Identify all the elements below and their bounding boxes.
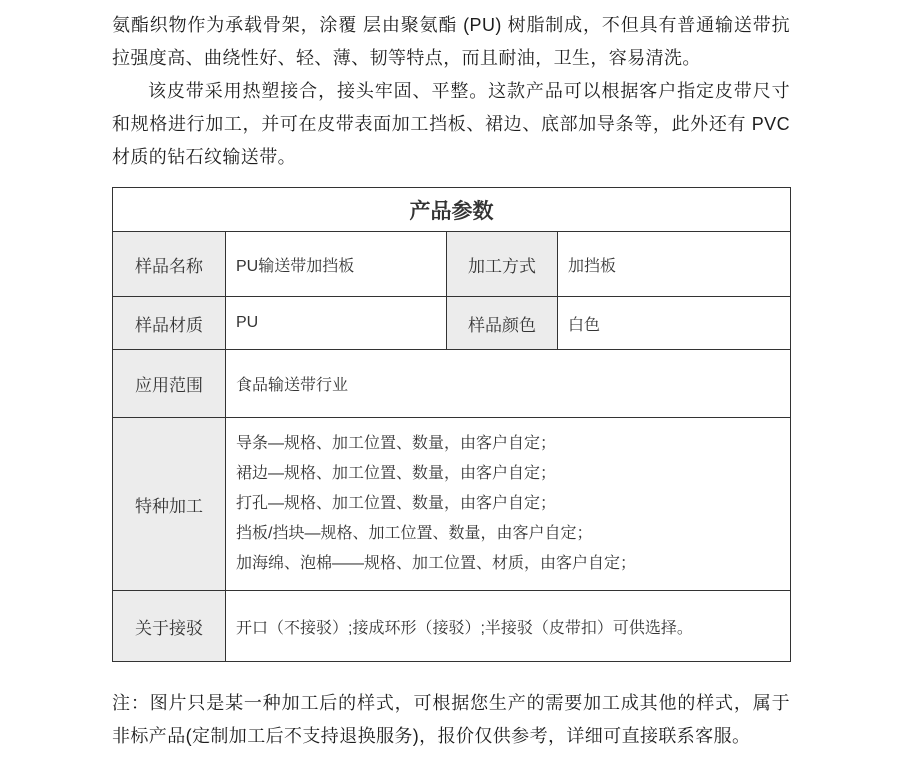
application-scope-value: 食品输送带行业 (226, 350, 791, 418)
sample-color-label: 样品颜色 (447, 297, 558, 350)
table-row (113, 591, 791, 662)
special-processing-line: 打孔—规格、加工位置、数量，由客户自定； (236, 495, 557, 512)
special-processing-value (226, 418, 791, 591)
table-title: 产品参数 (113, 188, 791, 232)
application-scope-label: 应用范围 (113, 350, 226, 418)
table-row (113, 232, 791, 297)
sample-material-label: 样品材质 (113, 297, 226, 350)
processing-method-label: 加工方式 (447, 232, 558, 297)
table-header-row (113, 188, 791, 232)
product-parameters-table (112, 187, 791, 662)
splicing-label: 关于接驳 (113, 591, 226, 662)
special-processing-line: 挡板/挡块—规格、加工位置、数量，由客户自定； (236, 525, 593, 542)
sample-name-value: PU输送带加挡板 (226, 232, 447, 297)
sample-name-label: 样品名称 (113, 232, 226, 297)
special-processing-line: 导条—规格、加工位置、数量，由客户自定； (236, 435, 557, 452)
special-processing-line: 裙边—规格、加工位置、数量，由客户自定； (236, 465, 557, 482)
table-row (113, 418, 791, 591)
sample-color-value: 白色 (558, 297, 791, 350)
table-row (113, 297, 791, 350)
splicing-value: 开口（不接驳）;接成环形（接驳）;半接驳（皮带扣）可供选择。 (226, 591, 791, 662)
description-paragraph-2: 该皮带采用热塑接合，接头牢固、平整。这款产品可以根据客户指定皮带尺寸和规格进行加工，并可在皮带表面加工挡板、裙边、底部加导条等，此外还有 PVC 材质的钻石纹输送带。 (112, 81, 790, 167)
sample-material-value: PU (226, 297, 447, 350)
special-processing-label: 特种加工 (113, 418, 226, 591)
disclaimer-note: 注：图片只是某一种加工后的样式，可根据您生产的需要加工成其他的样式，属于非标产品(定制加工后不支持退换服务)，报价仅供参考，详细可直接联系客服。 (112, 693, 790, 746)
table-row (113, 350, 791, 418)
product-description (112, 9, 790, 174)
processing-method-value: 加挡板 (558, 232, 791, 297)
description-paragraph-1: 氨酯织物作为承载骨架，涂覆 层由聚氨酯 (PU) 树脂制成，不但具有普通输送带抗拉强度高、曲绕性好、轻、薄、韧等特点，而且耐油，卫生，容易清洗。 (112, 15, 790, 68)
special-processing-line: 加海绵、泡棉——规格、加工位置、材质，由客户自定； (236, 555, 637, 572)
